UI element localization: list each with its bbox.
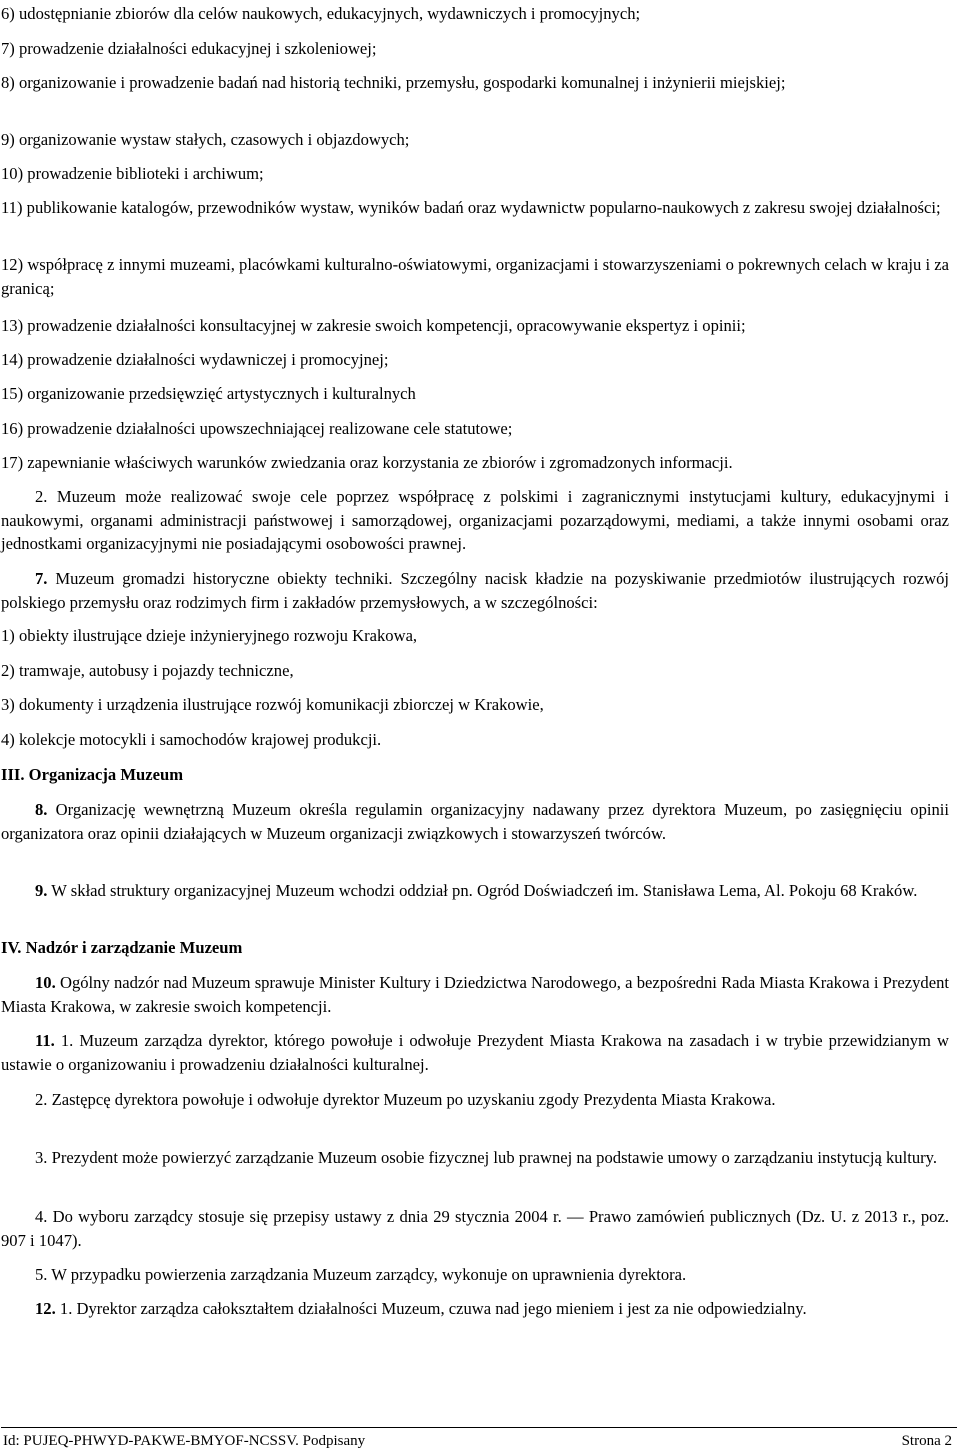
paragraph-7	[1, 567, 949, 614]
paragraph-11-4: 4. Do wyboru zarządcy stosuje się przepisy ustawy z dnia 29 stycznia 2004 r. — Prawo zamówień publicznych (Dz. U. z 2013 r., poz. 907 i 1047).	[1, 1207, 949, 1250]
paragraph-2: 2. Muzeum może realizować swoje cele poprzez współpracę z polskimi i zagranicznymi instytucjami kultury, edukacyjnymi i naukowymi, organami administracji państwowej i samorządowej, organizacjami pozarządowymi, mediami, a także innymi osobami oraz jednostkami organizacyjnymi nie posiadającymi osobowości prawnej.	[1, 487, 949, 554]
footer-divider	[1, 1427, 957, 1428]
paragraph-text: 1. Muzeum zarządza dyrektor, którego powołuje i odwołuje Prezydent Miasta Krakowa na zasadach i w trybie przewidzianym w ustawie o organizowaniu i prowadzeniu działalności kulturalnej.	[1, 1031, 949, 1074]
paragraph-number: 12.	[35, 1299, 56, 1318]
paragraph-text: Ogólny nadzór nad Muzeum sprawuje Minister Kultury i Dziedzictwa Narodowego, a bezpośredni Rada Miasta Krakowa i Prezydent Miasta Krakowa, w zakresie swoich kompetencji.	[1, 973, 949, 1016]
list-item: 13) prowadzenie działalności konsultacyjnej w zakresie swoich kompetencji, opracowywanie ekspertyz i opinii;	[1, 316, 746, 335]
paragraph-number: 8.	[35, 800, 48, 819]
list-item: 2) tramwaje, autobusy i pojazdy techniczne,	[1, 661, 294, 680]
list-item: 4) kolekcje motocykli i samochodów krajowej produkcji.	[1, 730, 382, 749]
paragraph-text: W skład struktury organizacyjnej Muzeum wchodzi oddział pn. Ogród Doświadczeń im. Stanisława Lema, Al. Pokoju 68 Kraków.	[47, 881, 918, 900]
paragraph-11-5: 5. W przypadku powierzenia zarządzania Muzeum zarządcy, wykonuje on uprawnienia dyrektora.	[35, 1265, 687, 1284]
list-item: 16) prowadzenie działalności upowszechniającej realizowane cele statutowe;	[1, 419, 513, 438]
section-heading: IV. Nadzór i zarządzanie Muzeum	[1, 938, 243, 957]
list-item: 10) prowadzenie biblioteki i archiwum;	[1, 164, 264, 183]
paragraph-number: 9.	[35, 881, 48, 900]
list-item: 6) udostępnianie zbiorów dla celów naukowych, edukacyjnych, wydawniczych i promocyjnych;	[1, 4, 641, 23]
list-item: 11) publikowanie katalogów, przewodników wystaw, wyników badań oraz wydawnictw popularno-naukowych z zakresu swojej działalności;	[1, 198, 941, 217]
paragraph-11-3: 3. Prezydent może powierzyć zarządzanie Muzeum osobie fizycznej lub prawnej na podstawie umowy o zarządzaniu instytucją kultury.	[35, 1148, 938, 1167]
list-item: 12) współpracę z innymi muzeami, placówkami kulturalno-oświatowymi, organizacjami i stowarzyszeniami o pokrewnych celach w kraju i za granicą;	[1, 255, 949, 298]
list-item: 8) organizowanie i prowadzenie badań nad historią techniki, przemysłu, gospodarki komunalnej i inżynierii miejskiej;	[1, 73, 786, 92]
list-item: 17) zapewnianie właściwych warunków zwiedzania oraz korzystania ze zbiorów i zgromadzonych informacji.	[1, 453, 733, 472]
paragraph-number: 7.	[35, 569, 48, 588]
list-item: 1) obiekty ilustrujące dzieje inżynieryjnego rozwoju Krakowa,	[1, 626, 418, 645]
paragraph-11-2: 2. Zastępcę dyrektora powołuje i odwołuje dyrektor Muzeum po uzyskaniu zgody Prezydenta Miasta Krakowa.	[35, 1090, 776, 1109]
list-item: 9) organizowanie wystaw stałych, czasowych i objazdowych;	[1, 130, 410, 149]
footer-document-id: Id: PUJEQ-PHWYD-PAKWE-BMYOF-NCSSV. Podpisany	[3, 1433, 366, 1449]
paragraph-8	[1, 798, 949, 845]
paragraph-text: Muzeum gromadzi historyczne obiekty techniki. Szczególny nacisk kładzie na pozyskiwanie przedmiotów ilustrujących rozwój polskiego przemysłu oraz rodzimych firm i zakładów przemysłowych, a w szczególności:	[1, 569, 949, 612]
paragraph-text: 1. Dyrektor zarządza całokształtem działalności Muzeum, czuwa nad jego mieniem i jest za nie odpowiedzialny.	[55, 1299, 807, 1318]
footer-page-number: Strona 2	[901, 1433, 952, 1449]
section-heading: III. Organizacja Muzeum	[1, 765, 184, 784]
paragraph-number: 10.	[35, 973, 56, 992]
paragraph-11	[1, 1029, 949, 1076]
paragraph-9	[1, 879, 949, 903]
list-item: 3) dokumenty i urządzenia ilustrujące rozwój komunikacji zbiorczej w Krakowie,	[1, 695, 544, 714]
paragraph-12	[1, 1297, 949, 1321]
paragraph-10	[1, 971, 949, 1018]
list-item: 14) prowadzenie działalności wydawniczej i promocyjnej;	[1, 350, 389, 369]
list-item: 15) organizowanie przedsięwzięć artystycznych i kulturalnych	[1, 384, 416, 403]
list-item: 7) prowadzenie działalności edukacyjnej i szkoleniowej;	[1, 39, 377, 58]
paragraph-text: Organizację wewnętrzną Muzeum określa regulamin organizacyjny nadawany przez dyrektora Muzeum, po zasięgnięciu opinii organizatora oraz opinii działających w Muzeum organizacji związkowych i stowarzyszeń twórców.	[1, 800, 949, 843]
paragraph-number: 11.	[35, 1031, 55, 1050]
